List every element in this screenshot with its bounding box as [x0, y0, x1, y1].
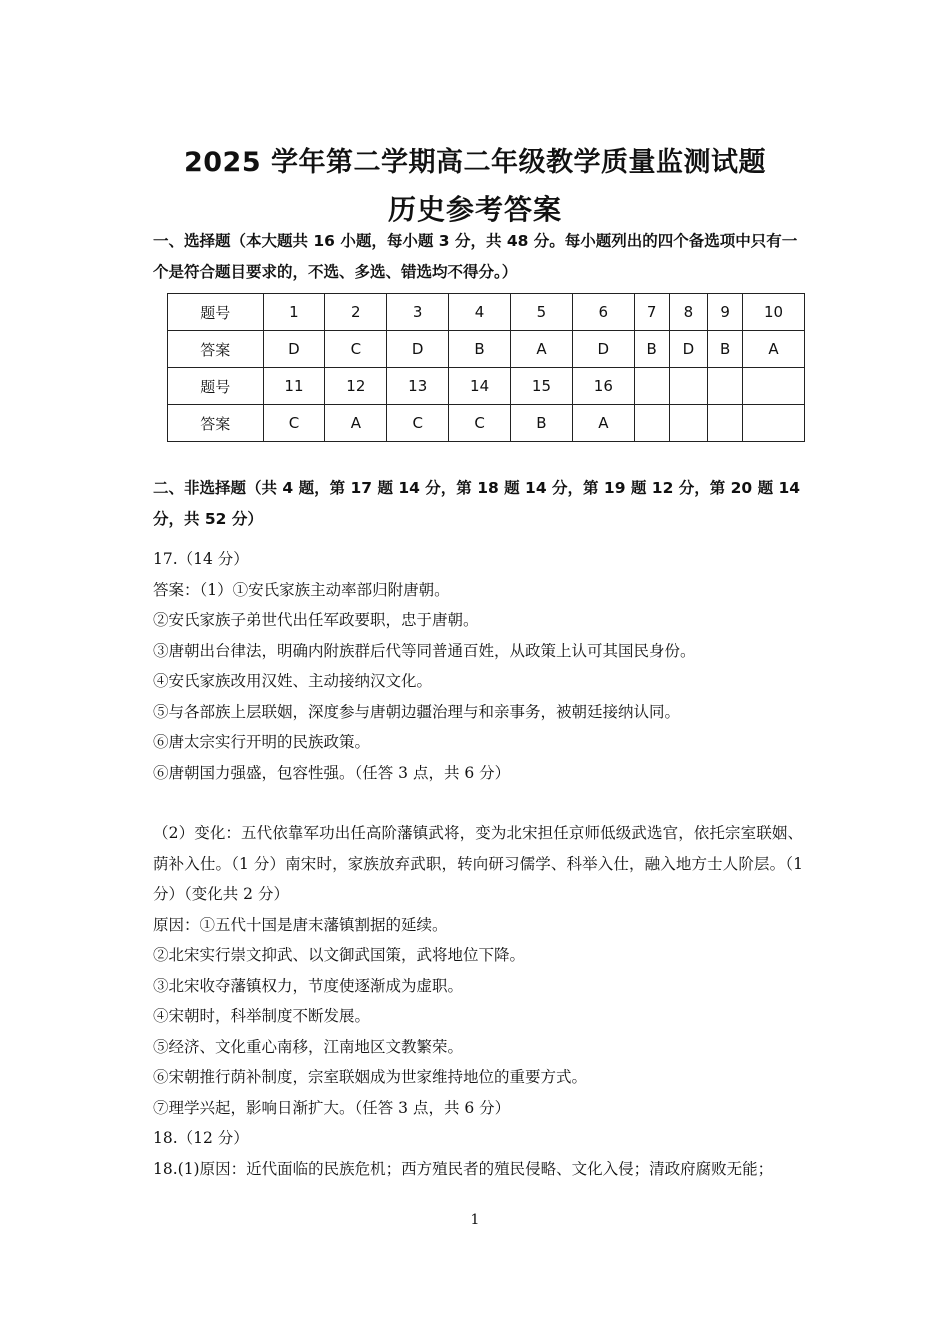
answer-cell: B — [449, 331, 511, 368]
q17-answer-line: ③唐朝出台律法，明确内附族群后代等同普通百姓，从政策上认可其国民身份。 — [153, 641, 696, 660]
question-number: 10 — [743, 294, 805, 331]
table-row-answers-2 — [168, 405, 805, 442]
q17-answer-line: ②安氏家族子弟世代出任军政要职，忠于唐朝。 — [153, 611, 479, 629]
document-title: 2025 学年第二学期高二年级教学质量监测试题 — [183, 147, 767, 178]
empty-cell — [669, 368, 708, 405]
question-number: 9 — [708, 294, 743, 331]
answer-cell: C — [263, 405, 325, 442]
q18-header: 18.（12 分） — [153, 1129, 249, 1147]
q17-reason-line: ④宋朝时，科举制度不断发展。 — [153, 1007, 371, 1025]
table-row-numbers-1 — [168, 294, 805, 331]
q17-answer-line: ⑤与各部族上层联姻，深度参与唐朝边疆治理与和亲事务，被朝廷接纳认同。 — [153, 702, 681, 721]
question-number: 2 — [325, 294, 387, 331]
table-row-numbers-2 — [168, 368, 805, 405]
empty-cell — [708, 405, 743, 442]
question-number: 14 — [449, 368, 511, 405]
answer-body — [153, 544, 803, 1184]
question-number: 6 — [572, 294, 634, 331]
section-2-heading: 二、非选择题（共 4 题，第 17 题 14 分，第 18 题 14 分，第 19 题 12 分，第 20 题 14 分，共 52 分） — [153, 479, 801, 528]
question-number: 11 — [263, 368, 325, 405]
question-number: 12 — [325, 368, 387, 405]
answer-cell: A — [743, 331, 805, 368]
question-number: 3 — [387, 294, 449, 331]
question-number: 4 — [449, 294, 511, 331]
paragraph-gap — [153, 788, 803, 818]
empty-cell — [634, 405, 669, 442]
question-number: 15 — [511, 368, 573, 405]
q17-part2-paragraph: （2）变化：五代依靠军功出任高阶藩镇武将，变为北宋担任京师低级武选官，依托宗室联姻、荫补入仕。（1 分）南宋时，家族放弃武职，转向研习儒学、科举入仕，融入地方士人阶层。（1 分）（变化共 2 分） — [153, 824, 803, 903]
answer-cell: D — [572, 331, 634, 368]
q18-answer-line: 18.(1)原因：近代面临的民族危机；西方殖民者的殖民侵略、文化入侵；清政府腐败无能； — [153, 1159, 774, 1178]
question-number: 13 — [387, 368, 449, 405]
row-label-answer: 答案 — [168, 331, 264, 368]
q17-answer-line: ⑥唐太宗实行开明的民族政策。 — [153, 733, 371, 751]
answer-table — [167, 293, 805, 442]
answer-cell: A — [325, 405, 387, 442]
question-number: 1 — [263, 294, 325, 331]
answer-cell: D — [669, 331, 708, 368]
q17-answer-line: ⑥唐朝国力强盛，包容性强。（任答 3 点，共 6 分） — [153, 763, 511, 782]
row-label-number: 题号 — [168, 368, 264, 405]
document-subtitle: 历史参考答案 — [387, 193, 562, 226]
q17-reason-line: ③北宋收夺藩镇权力，节度使逐渐成为虚职。 — [153, 976, 464, 995]
answer-cell: D — [263, 331, 325, 368]
answer-cell: B — [511, 405, 573, 442]
q17-reason-line: 原因：①五代十国是唐末藩镇割据的延续。 — [153, 915, 448, 934]
empty-cell — [669, 405, 708, 442]
empty-cell — [634, 368, 669, 405]
question-number: 16 — [572, 368, 634, 405]
row-label-answer: 答案 — [168, 405, 264, 442]
question-number: 8 — [669, 294, 708, 331]
empty-cell — [743, 368, 805, 405]
table-row-answers-1 — [168, 331, 805, 368]
question-number: 5 — [511, 294, 573, 331]
answer-cell: B — [634, 331, 669, 368]
q17-reason-line: ⑦理学兴起，影响日渐扩大。（任答 3 点，共 6 分） — [153, 1098, 511, 1117]
q17-answer-line: ④安氏家族改用汉姓、主动接纳汉文化。 — [153, 672, 433, 690]
section-1-heading: 一、选择题（本大题共 16 小题，每小题 3 分，共 48 分。每小题列出的四个备选项中只有一个是符合题目要求的，不选、多选、错选均不得分。） — [153, 232, 798, 281]
q17-header: 17.（14 分） — [153, 550, 249, 568]
answer-cell: A — [511, 331, 573, 368]
q17-answer-line: 答案：（1）①安氏家族主动率部归附唐朝。 — [153, 580, 450, 599]
empty-cell — [708, 368, 743, 405]
answer-cell: C — [387, 405, 449, 442]
answer-cell: B — [708, 331, 743, 368]
answer-cell: D — [387, 331, 449, 368]
page-number: 1 — [470, 1212, 480, 1228]
q17-reason-line: ⑤经济、文化重心南移，江南地区文教繁荣。 — [153, 1037, 464, 1056]
empty-cell — [743, 405, 805, 442]
row-label-number: 题号 — [168, 294, 264, 331]
q17-reason-line: ⑥宋朝推行荫补制度，宗室联姻成为世家维持地位的重要方式。 — [153, 1068, 588, 1086]
answer-cell: C — [325, 331, 387, 368]
question-number: 7 — [634, 294, 669, 331]
answer-cell: A — [572, 405, 634, 442]
answer-cell: C — [449, 405, 511, 442]
q17-reason-line: ②北宋实行崇文抑武、以文御武国策，武将地位下降。 — [153, 946, 526, 964]
